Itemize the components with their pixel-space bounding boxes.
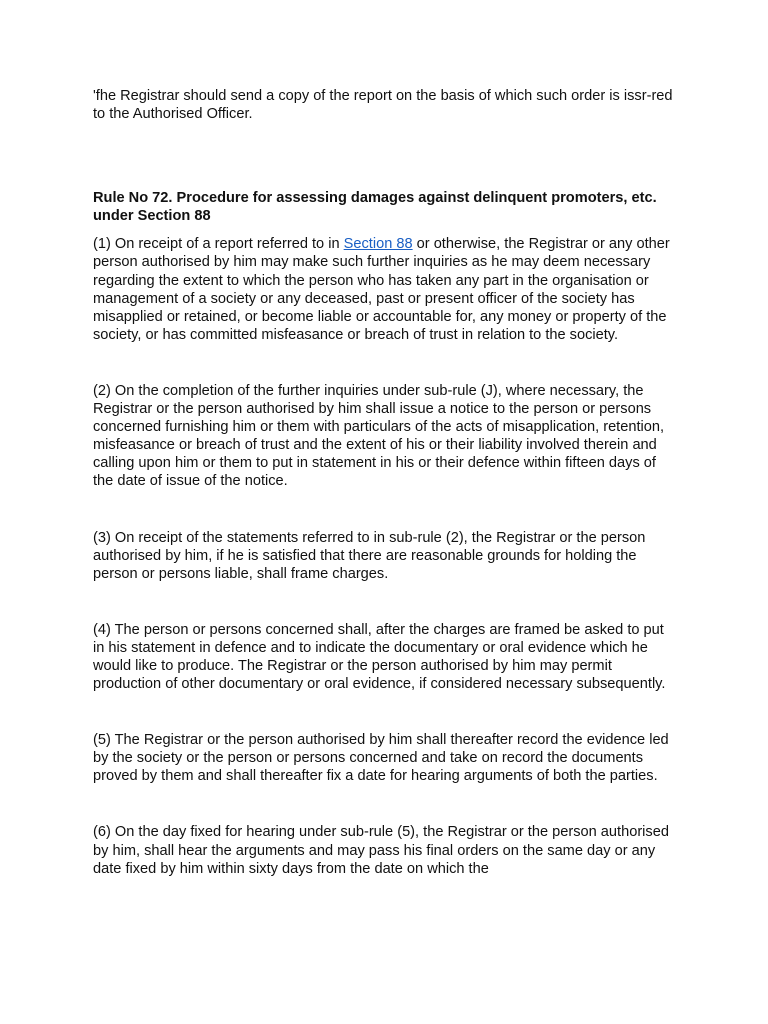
paragraph-3: (3) On receipt of the statements referred to in sub-rule (2), the Registrar or the person authorised by him, if he is satisfied that there are reasonable grounds for holding the person or persons liable, shall frame charges. [93, 529, 646, 582]
paragraph-1 [93, 235, 677, 344]
section-88-link[interactable]: Section 88 [343, 236, 413, 253]
paragraph-1-end: or otherwise, the Registrar or any other person authorised by him may make such further inquiries as he may deem necessary regarding the extent to which the person who has taken any part in the organisation or management of a society or any deceased, past or present officer of the society has misapplied or retained, or become liable or accountable for, any money or property of the society, or has committed misfeasance or breach of trust in relation to the society. [93, 236, 670, 343]
paragraph-2: (2) On the completion of the further inquiries under sub-rule (J), where necessary, the Registrar or the person authorised by him shall issue a notice to the person or persons concerned furnishing him or them with particulars of the acts of misapplication, retention, misfeasance or breach of trust and the extent of his or their liability involved therein and calling upon him or them to put in statement in his or their defence within fifteen days of the date of issue of the notice. [93, 382, 665, 490]
paragraph-1-start: (1) On receipt of a report referred to in [93, 236, 344, 253]
intro-paragraph: 'fhe Registrar should send a copy of the report on the basis of which such order is issr-red to the Authorised Officer. [93, 88, 673, 123]
document-page [93, 87, 677, 916]
rule-heading: Rule No 72. Procedure for assessing damages against delinquent promoters, etc. under Section 88 [93, 190, 657, 225]
paragraph-4: (4) The person or persons concerned shall, after the charges are framed be asked to put in his statement in defence and to indicate the documentary or oral evidence which he would like to produce. The Registrar or the person authorised by him may permit production of other documentary or oral evidence, if considered necessary subsequently. [93, 621, 666, 693]
paragraph-6: (6) On the day fixed for hearing under sub-rule (5), the Registrar or the person authorised by him, shall hear the arguments and may pass his final orders on the same day or any date fixed by him within sixty days from the date on which the [93, 824, 669, 877]
paragraph-5: (5) The Registrar or the person authorised by him shall thereafter record the evidence led by the society or the person or persons concerned and take on record the documents proved by them and shall thereafter fix a date for hearing arguments of both the parties. [93, 732, 669, 785]
